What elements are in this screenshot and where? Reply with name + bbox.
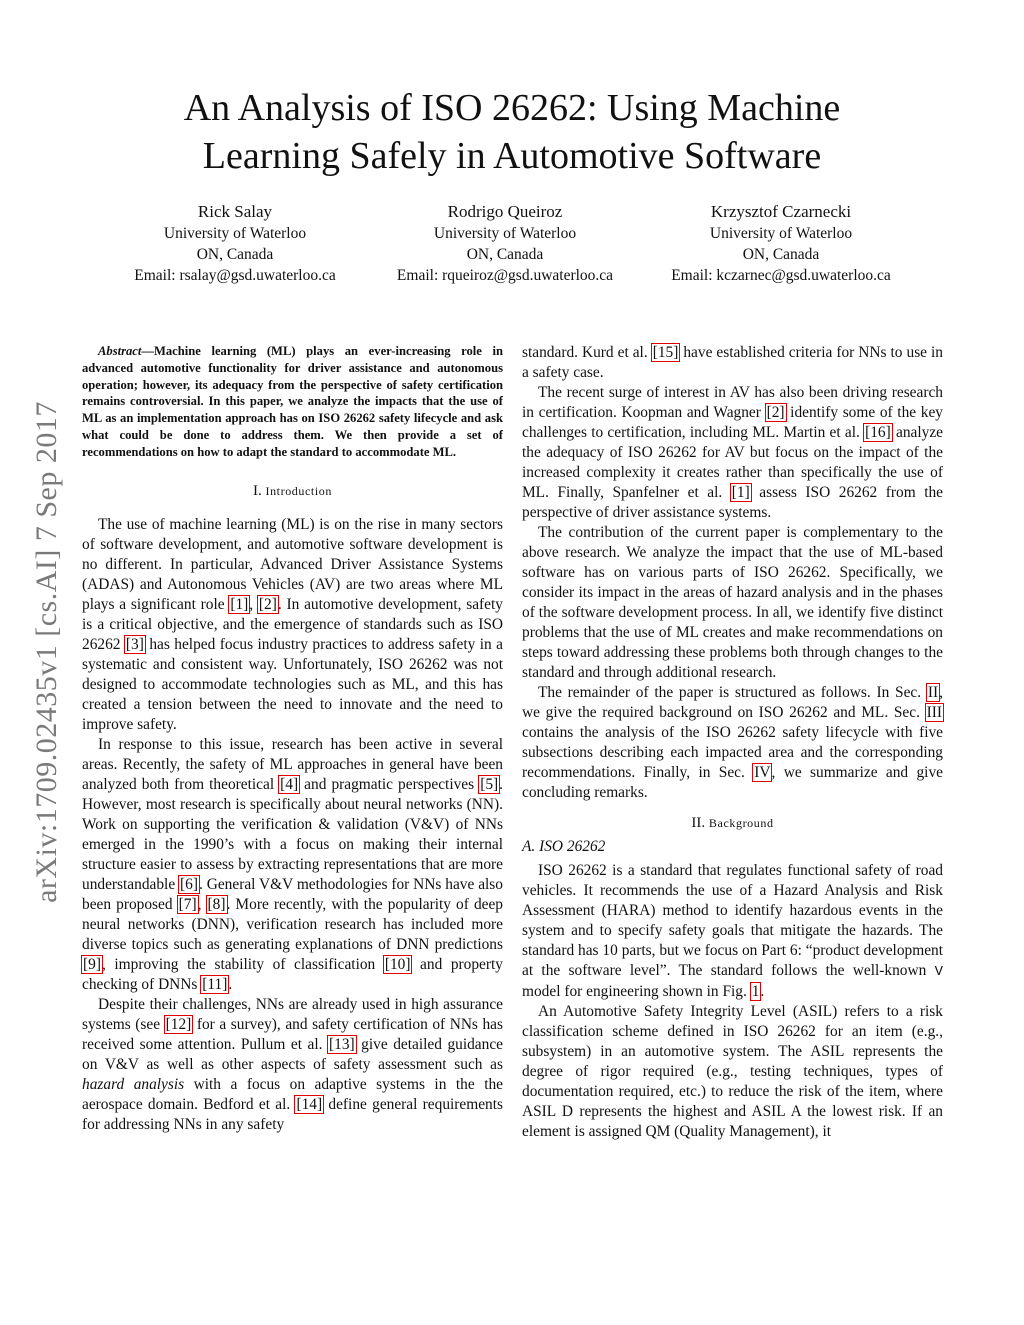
right-paragraph-4: The remainder of the paper is structured as follows. In Sec. II, we give the required background on ISO 26262 and ML. Sec. III contains the analysis of the ISO 26262 safety lifecycle with five subsections describing each impacted area and the corresponding recommendations. Finally, in Sec. IV, we summarize and give concluding remarks. [522,684,943,801]
right-paragraph-5: ISO 26262 is a standard that regulates functional safety of road vehicles. It recommends the use of a Hazard Analysis and Risk Assessment (HARA) method to identify hazardous events in the system and to specify safety goals that mitigate the hazards. The standard has 10 parts, but we focus on Part 6: “product development at the software level”. The standard follows the well-known V model for engineering shown in Fig. 1. [522,862,943,1000]
abstract-label: Abstract [98,344,142,358]
citation-link[interactable]: [6] [180,875,198,893]
citation-link[interactable]: [4] [280,775,299,793]
abstract-text: —Machine learning (ML) plays an ever-increasing role in advanced automotive functionality for driver assistance and autonomous operation; however, its adequacy from the perspective of safety certification remains controversial. In this paper, we analyze the impacts that the use of ML as an implementation approach has on ISO 26262 safety lifecycle and ask what could be done to address them. We then provide a set of recommendations on how to adapt the standard to accommodate ML. [82,344,503,459]
right-paragraph-6: An Automotive Safety Integrity Level (ASIL) refers to a risk classification scheme defined in ISO 26262 for an item (e.g., subsystem) in an automotive system. The ASIL represents the degree of rigor required (e.g., testing techniques, types of documentation required, etc.) to reduce the risk of the item, where ASIL D represents the highest and ASIL A the lowest risk. If an element is assigned QM (Quality Management), it [522,1003,943,1140]
abstract [82,343,503,461]
intro-paragraph-3: Despite their challenges, NNs are already used in high assurance systems (see [12] for a survey), and safety certification of NNs has received some attention. Pullum et al. [13] give detailed guidance on V&V as well as other aspects of safety assessment such as hazard analysis with a focus on adaptive systems in the the aerospace domain. Bedford et al. [14] define general requirements for addressing NNs in any safety [82,995,504,1133]
author-name: Krzysztof Czarnecki [710,202,852,221]
right-paragraph-1: standard. Kurd et al. [15] have established criteria for NNs to use in a safety case. [522,344,943,381]
author-3 [631,201,931,286]
title-line-2: Learning Safely in Automotive Software [202,135,822,177]
author-email: Email: rsalay@gsd.uwaterloo.ca [134,267,336,284]
author-location: ON, Canada [742,246,820,263]
author-1 [85,201,385,286]
citation-link[interactable]: [11] [202,975,228,993]
author-email: Email: kczarnec@gsd.uwaterloo.ca [671,267,891,284]
author-affiliation: University of Waterloo [433,225,577,242]
citation-link[interactable]: [5] [480,775,499,793]
intro-paragraph-1: The use of machine learning (ML) is on the rise in many sectors of software development, and automotive software development is no different. In particular, Advanced Driver Assistance Systems (ADAS) and Autonomous Vehicles (AV) are two areas where ML plays a significant role [1], [2]. In automotive development, safety is a critical objective, and the emergence of standards such as ISO 26262 [3] has helped focus industry practices to address safety in a systematic and consistent way. Unfortunately, ISO 26262 was not designed to accommodate technologies such as ML, and this has created a tension between the need to innovate and the need to improve safety. [82,515,503,733]
citation-link[interactable]: [9] [83,955,101,973]
figure-link[interactable]: 1 [751,983,760,1000]
author-2 [355,201,655,286]
section-heading-introduction: I. Introduction [252,482,333,499]
section-link[interactable]: II [927,684,939,701]
citation-link[interactable]: [16] [865,424,891,441]
right-paragraph-2: The recent surge of interest in AV has also been driving research in certification. Koopman and Wagner [2] identify some of the key challenges to certification, including ML. Martin et al. [16] analyze the adequacy of ISO 26262 for AV but focus on the impact of the increased complexity it creates rather than specifically the use of ML. Finally, Spanfelner et al. [1] assess ISO 26262 from the perspective of driver assistance systems. [522,384,944,521]
section-link[interactable]: IV [754,764,771,781]
citation-link[interactable]: [2] [258,595,277,613]
citation-link[interactable]: [12] [165,1015,192,1033]
left-column [82,343,503,1135]
author-location: ON, Canada [466,246,544,263]
section-heading-background: II. Background [691,815,774,831]
author-name: Rodrigo Queiroz [447,202,563,221]
citation-link[interactable]: [10] [384,955,411,973]
citation-link[interactable]: [1] [230,595,249,613]
subsection-heading: A. ISO 26262 [522,838,606,855]
citation-link[interactable]: [13] [329,1035,355,1053]
section-link[interactable]: III [926,704,942,721]
paper-title [0,84,1024,180]
author-affiliation: University of Waterloo [163,225,307,242]
title-line-1: An Analysis of ISO 26262: Using Machine [183,87,841,129]
author-name: Rick Salay [197,202,273,221]
citation-link[interactable]: [14] [296,1095,323,1113]
citation-link[interactable]: [2] [766,404,785,421]
citation-link[interactable]: [15] [652,344,679,361]
citation-link[interactable]: [7] [178,895,197,913]
author-location: ON, Canada [196,246,274,263]
citation-link[interactable]: [1] [731,484,750,501]
citation-link[interactable]: [8] [207,895,226,913]
citation-link[interactable]: [3] [125,635,144,653]
right-paragraph-3: The contribution of the current paper is complementary to the above research. We analyze the impact that the use of ML-based software has on various parts of ISO 26262. Specifically, we consider its impact in the areas of hazard analysis and in the phases of the software development process. In all, we identify five distinct problems that the use of ML creates and make recommendations on steps toward addressing these problems both through changes to the standard and through additional research. [522,524,943,681]
right-column [522,343,943,1142]
author-affiliation: University of Waterloo [709,225,853,242]
author-email: Email: rqueiroz@gsd.uwaterloo.ca [396,267,614,284]
intro-paragraph-2: In response to this issue, research has been active in several areas. Recently, the safety of ML approaches in general have been analyzed both from theoretical [4] and pragmatic perspectives [5]. However, most research is specifically about neural networks (NN). Work on supporting the verification & validation (V&V) of NNs emerged in the 1990’s with a focus on making their internal structure easier to assess by extracting representations that are more understandable [6]. General V&V methodologies for NNs have also been proposed [7], [8]. More recently, with the popularity of deep neural networks (DNN), verification research has included more diverse topics such as generating explanations of DNN predictions [9], improving the stability of classification [10] and property checking of DNNs [11]. [82,735,503,993]
arxiv-stamp: arXiv:1709.02435v1 [cs.AI] 7 Sep 2017 [30,401,63,903]
